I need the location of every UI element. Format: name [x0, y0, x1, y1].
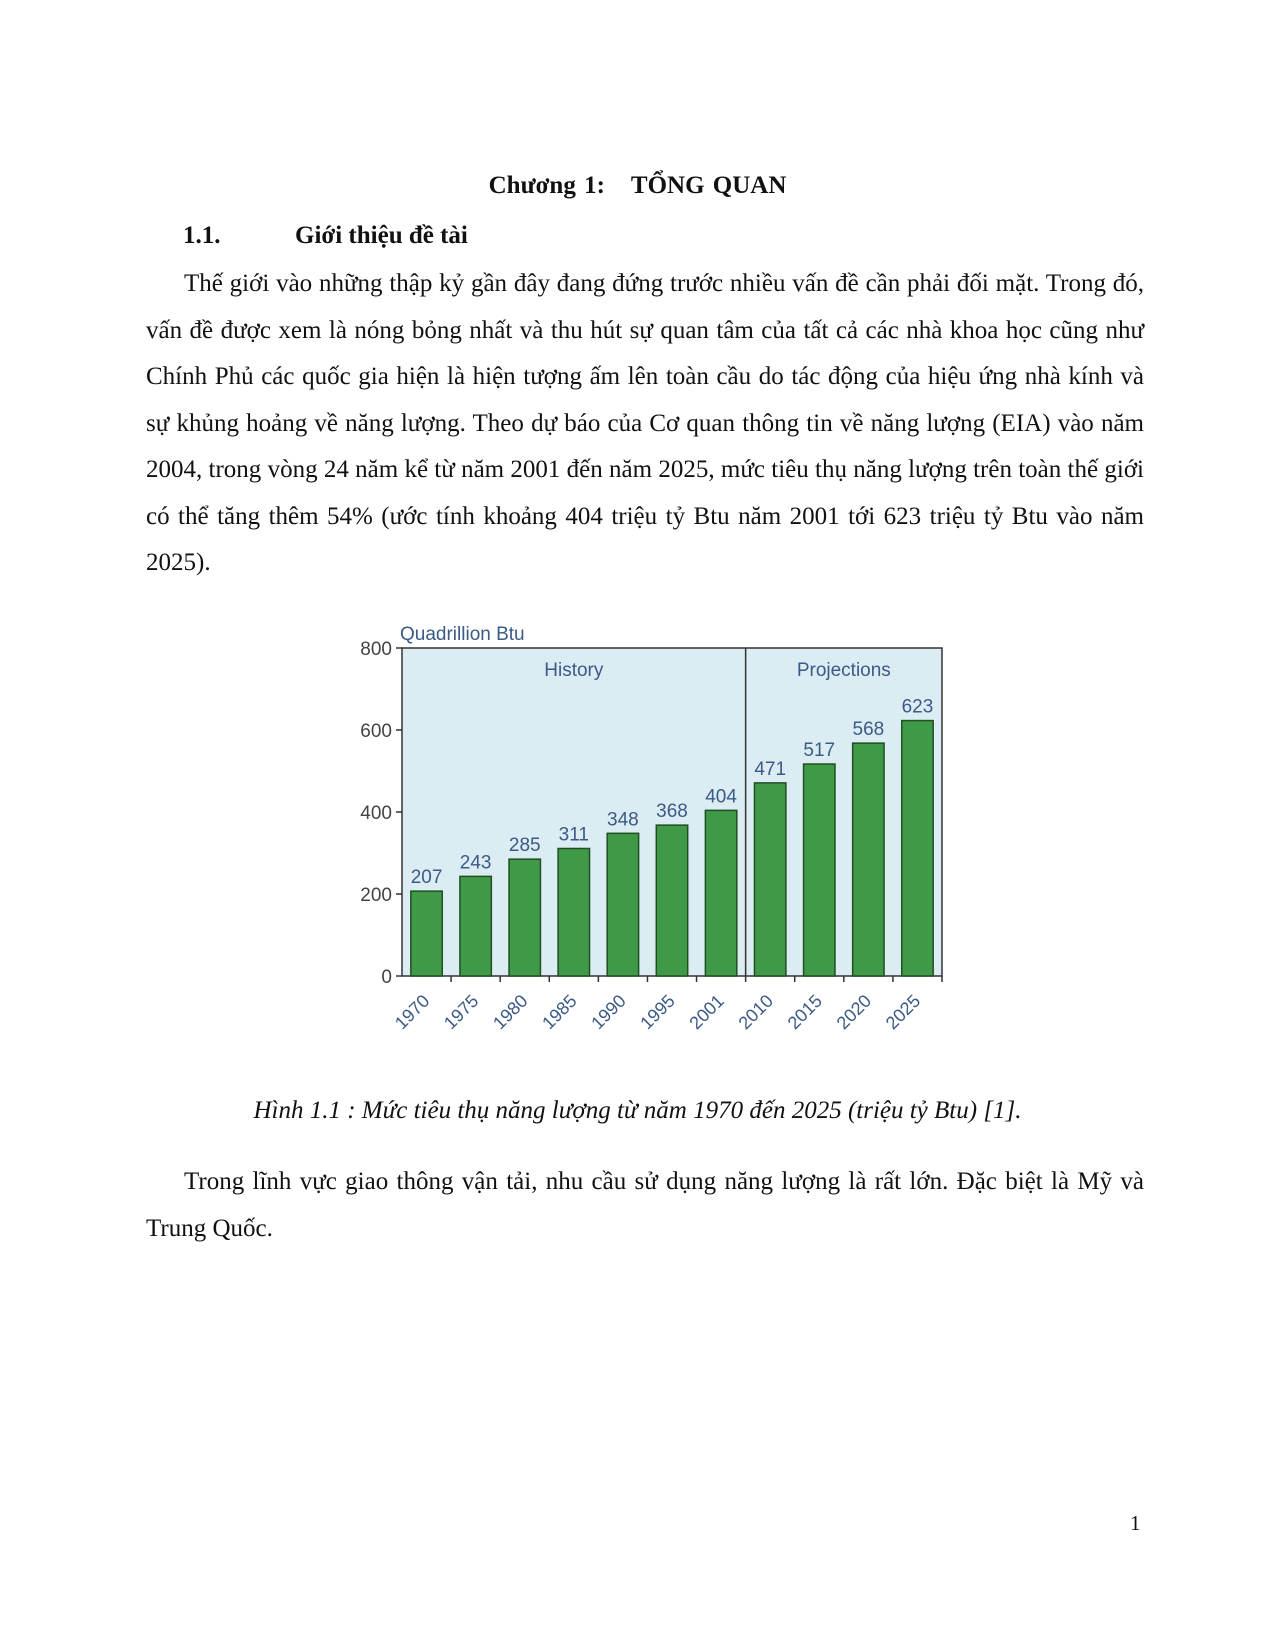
section-number: 1.1. — [183, 222, 221, 249]
x-tick-label: 2020 — [832, 990, 876, 1034]
x-tick-label: 2010 — [734, 990, 778, 1034]
x-tick-label: 1980 — [489, 990, 532, 1034]
x-tick-label: 2025 — [881, 990, 925, 1034]
bar — [656, 825, 687, 976]
x-tick-label: 2001 — [685, 990, 728, 1034]
x-tick-label: 1975 — [440, 990, 483, 1034]
bar — [804, 764, 835, 976]
bar-value-label: 368 — [656, 801, 688, 823]
y-tick-label: 400 — [360, 803, 392, 824]
y-tick-label: 800 — [360, 639, 392, 660]
bar — [509, 859, 540, 976]
section-title: Giới thiệu đề tài — [295, 222, 468, 249]
chapter-label: Chương 1: — [488, 172, 605, 199]
y-tick-label: 0 — [381, 967, 392, 988]
x-tick-label: 1970 — [390, 990, 434, 1034]
energy-consumption-figure — [330, 610, 970, 1060]
bar-value-label: 623 — [901, 696, 934, 718]
y-tick-label: 200 — [360, 885, 392, 906]
bar-value-label: 207 — [410, 867, 443, 889]
bar — [607, 833, 638, 976]
region-label: Projections — [796, 660, 891, 681]
bar-value-label: 285 — [508, 835, 541, 857]
bar-chart — [330, 610, 970, 1060]
bar — [705, 810, 736, 976]
body-paragraph-intro: Thế giới vào những thập kỷ gần đây đang đứng trước nhiều vấn đề cần phải đối mặt. Trong đó, vấn đề được xem là nóng bỏng nhất và thu hút sự quan tâm của tất cả các nhà khoa học cũng như Chính Phủ các quốc gia hiện là hiện tượng ấm lên toàn cầu do tác động của hiệu ứng nhà kính và sự khủng hoảng về năng lượng. Theo dự báo của Cơ quan thông tin về năng lượng (EIA) vào năm 2004, trong vòng 24 năm kể từ năm 2001 đến năm 2025, mức tiêu thụ năng lượng trên toàn thế giới có thể tăng thêm 54% (ước tính khoảng 404 triệu tỷ Btu năm 2001 tới 623 triệu tỷ Btu vào năm 2025). — [146, 270, 1144, 576]
bar-value-label: 517 — [803, 740, 836, 762]
body-paragraph-transport: Trong lĩnh vực giao thông vận tải, nhu cầu sử dụng năng lượng là rất lớn. Đặc biệt là Mỹ và Trung Quốc. — [146, 1168, 1144, 1242]
x-tick-label: 1995 — [636, 990, 679, 1034]
page-number: 1 — [1130, 1511, 1141, 1535]
bar — [460, 876, 491, 976]
bar-value-label: 311 — [558, 824, 589, 846]
region-label: History — [544, 660, 604, 681]
chapter-name: TỔNG QUAN — [630, 172, 787, 199]
section-heading — [183, 222, 468, 250]
bar-value-label: 568 — [852, 719, 885, 741]
chapter-title — [0, 172, 1275, 200]
x-tick-label: 1990 — [587, 990, 630, 1034]
bar — [853, 743, 884, 976]
bar-value-label: 471 — [754, 758, 787, 780]
x-tick-label: 1985 — [538, 990, 581, 1034]
figure-caption: Hình 1.1 : Mức tiêu thụ năng lượng từ năm 1970 đến 2025 (triệu tỷ Btu) [1]. — [253, 1097, 1022, 1124]
bar — [754, 783, 785, 976]
bar-value-label: 243 — [459, 852, 492, 874]
bar-value-label: 404 — [705, 786, 737, 808]
bar-value-label: 348 — [607, 809, 639, 831]
bar — [558, 848, 589, 976]
bar — [902, 721, 933, 976]
x-tick-label: 2015 — [783, 990, 827, 1034]
bar — [411, 891, 442, 976]
y-tick-label: 600 — [360, 721, 392, 742]
y-axis-label: Quadrillion Btu — [400, 624, 525, 645]
